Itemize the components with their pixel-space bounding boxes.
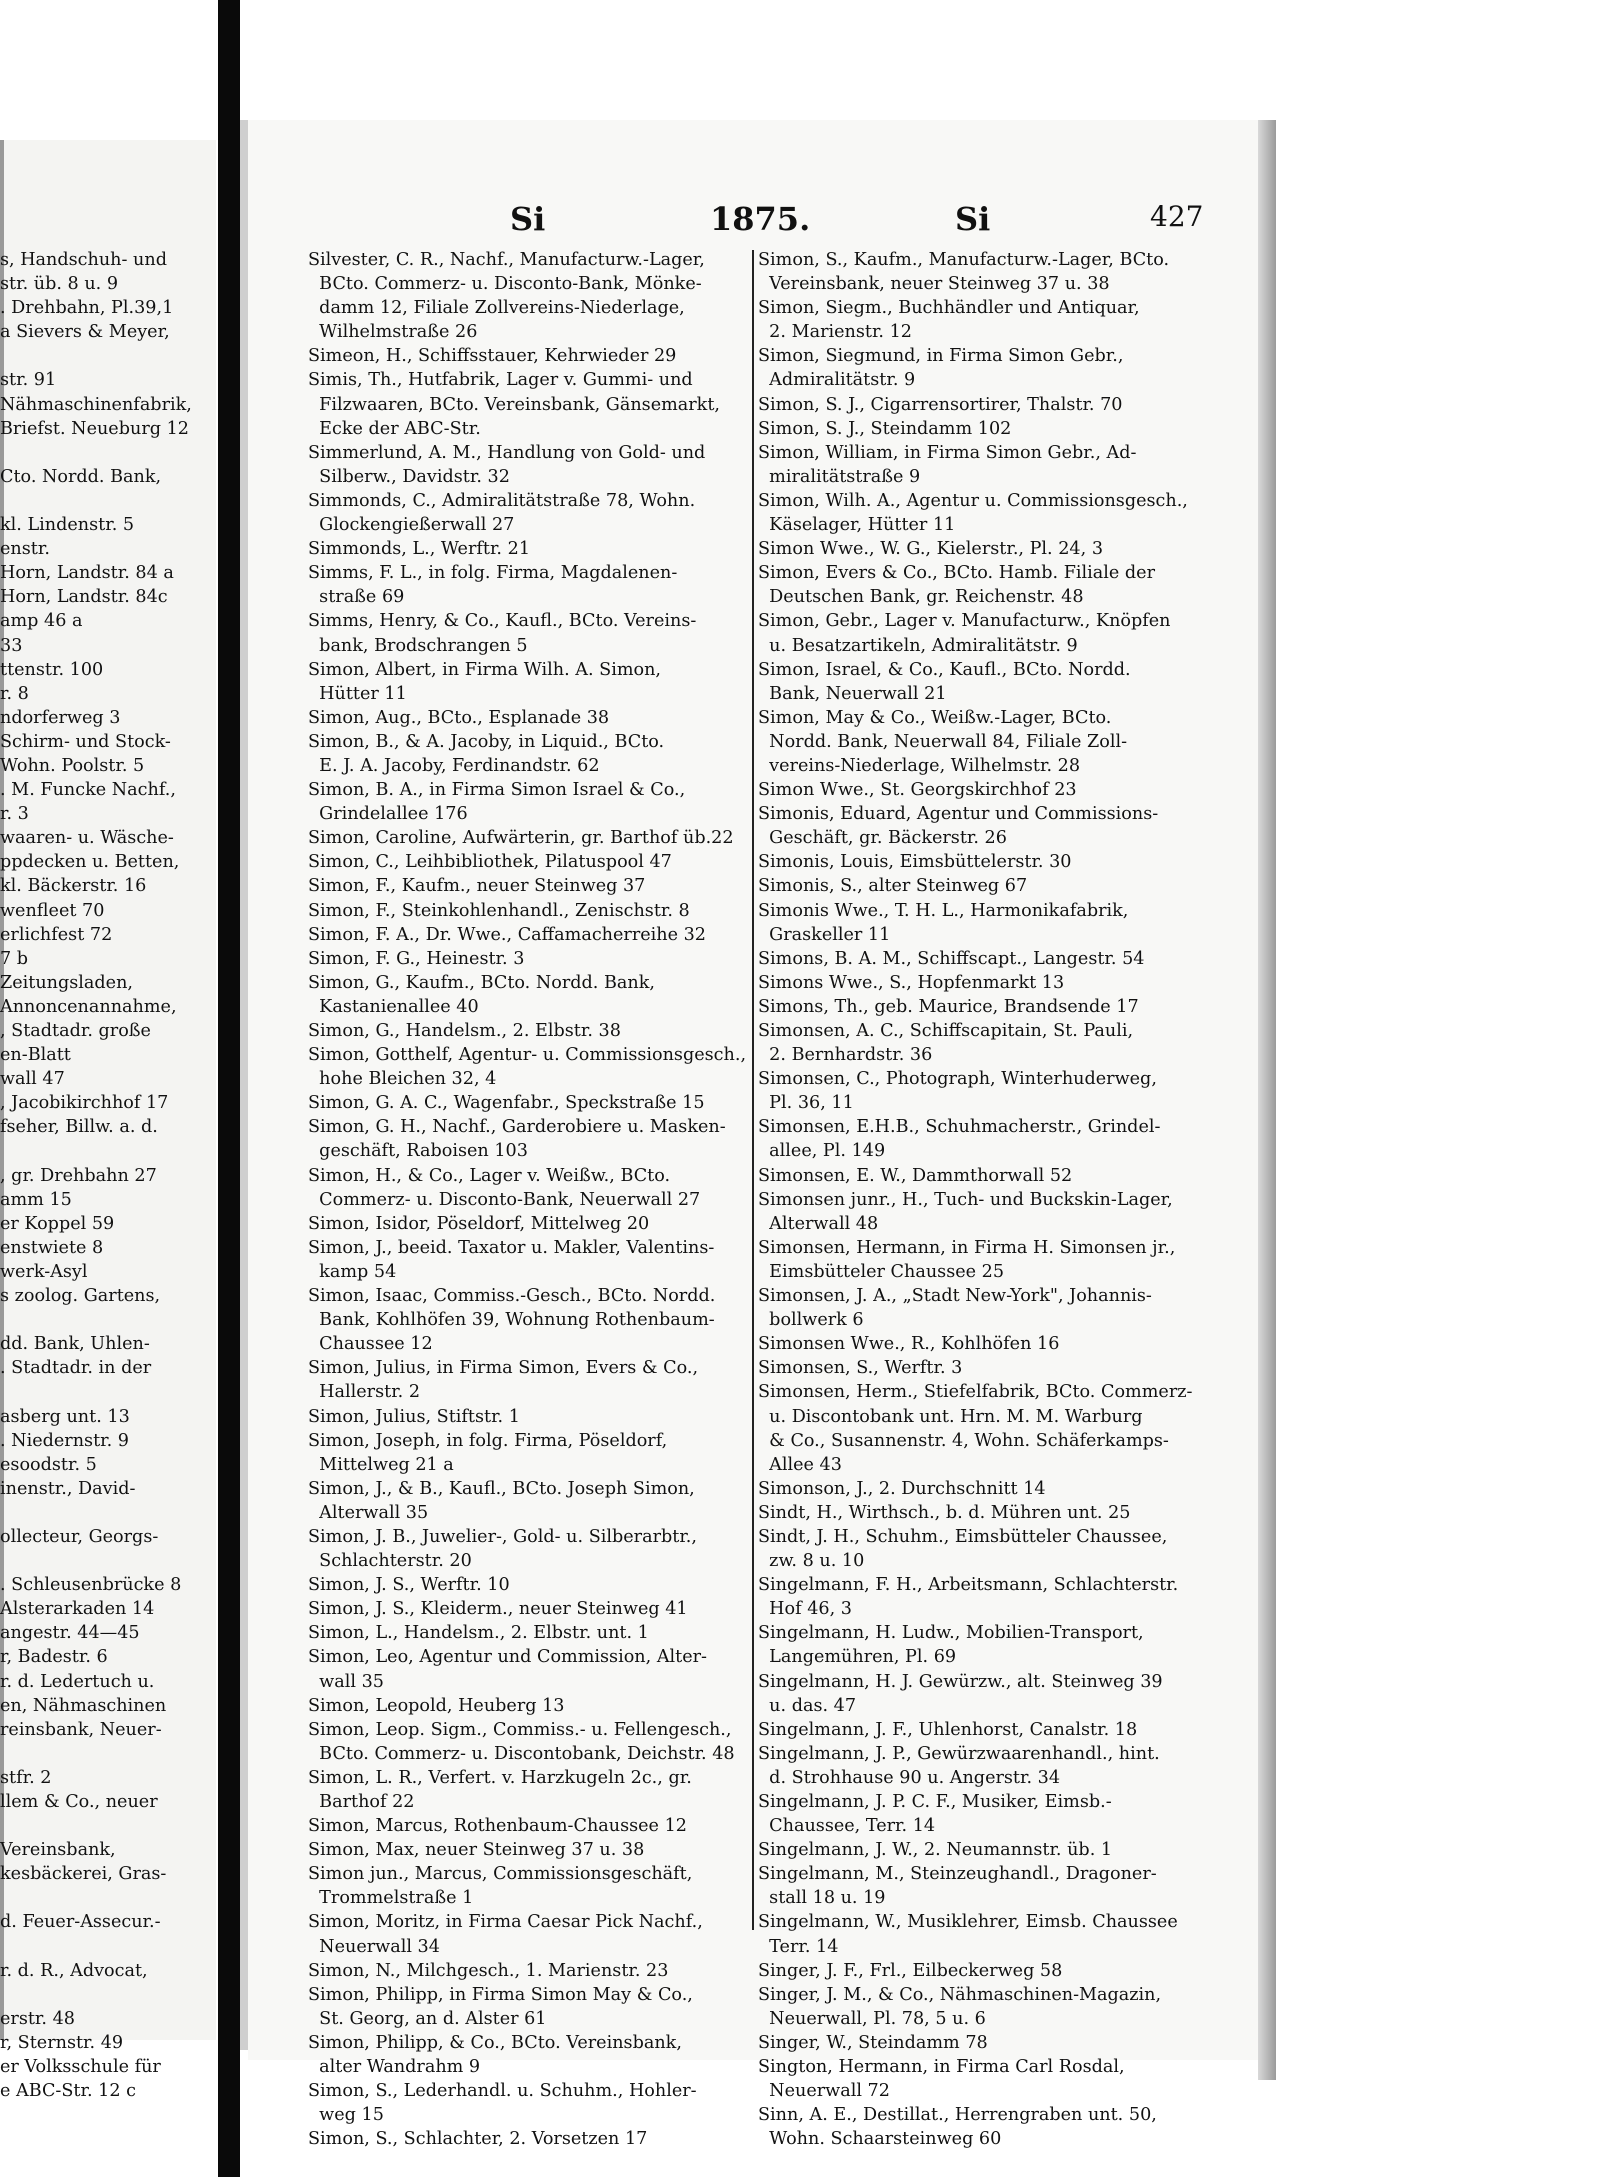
- directory-entry-line: Simon, Joseph, in folg. Firma, Pöseldorf,: [308, 1430, 668, 1451]
- fragment-line: . Niedernstr. 9: [0, 1430, 129, 1451]
- directory-entry-line: Simon, Siegm., Buchhändler und Antiquar,: [758, 298, 1140, 319]
- directory-entry-line: Simon, S., Kaufm., Manufacturw.-Lager, BCto.: [758, 250, 1170, 270]
- directory-entry-line: Simon, F., Steinkohlenhandl., Zenischstr. 8: [308, 900, 690, 921]
- fragment-line: enstwiete 8: [0, 1237, 104, 1258]
- directory-entry-line: Singelmann, W., Musiklehrer, Eimsb. Chaussee: [758, 1912, 1178, 1933]
- fragment-line: fseher, Billw. a. d.: [0, 1117, 158, 1138]
- fragment-line: wall 47: [0, 1069, 65, 1090]
- fragment-line: [0, 1935, 212, 1959]
- directory-entry-line: Simon, Marcus, Rothenbaum-Chaussee 12: [308, 1816, 687, 1837]
- directory-entry-line: Sindt, H., Wirthsch., b. d. Mühren unt. 25: [758, 1502, 1131, 1523]
- directory-entry-line: Simon, Isidor, Pöseldorf, Mittelweg 20: [308, 1213, 650, 1234]
- directory-entry-line: Simons, B. A. M., Schiffscapt., Langestr. 54: [758, 948, 1145, 969]
- directory-entry-line: Filzwaaren, BCto. Vereinsbank, Gänsemarkt,: [308, 394, 721, 415]
- fragment-line: r. 8: [0, 683, 29, 704]
- fragment-line: reinsbank, Neuer-: [0, 1719, 162, 1740]
- fragment-line: [0, 1139, 212, 1163]
- book-spine: [218, 0, 240, 2177]
- directory-entry-line: Simons Wwe., S., Hopfenmarkt 13: [758, 972, 1065, 993]
- directory-entry-line: Langemühren, Pl. 69: [758, 1647, 957, 1668]
- fragment-line: 7 b: [0, 948, 29, 969]
- directory-entry-line: Simis, Th., Hutfabrik, Lager v. Gummi- und: [308, 370, 693, 391]
- directory-entry-line: 2. Marienstr. 12: [758, 322, 912, 343]
- fragment-line: Annoncenannahme,: [0, 996, 177, 1017]
- directory-entry-line: zw. 8 u. 10: [758, 1551, 865, 1572]
- gutter-shadow: [240, 120, 248, 2050]
- directory-entry-line: d. Strohhause 90 u. Angerstr. 34: [758, 1767, 1061, 1788]
- fragment-line: r. d. Ledertuch u.: [0, 1671, 155, 1692]
- directory-entry-line: Simon, G. A. C., Wagenfabr., Speckstraße 15: [308, 1093, 705, 1114]
- fragment-line: erlichfest 72: [0, 924, 113, 945]
- fragment-line: r, Sternstr. 49: [0, 2032, 124, 2053]
- directory-entry-line: Hof 46, 3: [758, 1599, 852, 1620]
- directory-entry-line: bollwerk 6: [758, 1310, 864, 1331]
- directory-entry-line: 2. Bernhardstr. 36: [758, 1045, 933, 1066]
- fragment-line: er Koppel 59: [0, 1213, 115, 1234]
- directory-entry-line: Simon, B. A., in Firma Simon Israel & Co.,: [308, 780, 686, 801]
- directory-entry-line: Bank, Kohlhöfen 39, Wohnung Rothenbaum-: [308, 1310, 715, 1331]
- directory-entry-line: Simon, L. R., Verfert. v. Harzkugeln 2c., gr.: [308, 1767, 692, 1788]
- fragment-line: , Stadtadr. große: [0, 1021, 151, 1041]
- directory-entry-line: Kastanienallee 40: [308, 996, 479, 1017]
- directory-entry-line: Simon, C., Leihbibliothek, Pilatuspool 47: [308, 852, 672, 873]
- directory-entry-line: Sington, Hermann, in Firma Carl Rosdal,: [758, 2057, 1125, 2078]
- directory-entry-line: Simonis, Eduard, Agentur und Commissions-: [758, 804, 1159, 825]
- directory-entry-line: geschäft, Raboisen 103: [308, 1141, 528, 1162]
- directory-entry-line: Simon, Julius, Stiftstr. 1: [308, 1406, 520, 1427]
- fragment-line: [0, 1549, 212, 1573]
- directory-entry-line: Simon, William, in Firma Simon Gebr., Ad-: [758, 442, 1137, 463]
- directory-entry-line: BCto. Commerz- u. Disconto-Bank, Mönke-: [308, 274, 702, 295]
- directory-entry-line: Schlachterstr. 20: [308, 1551, 472, 1572]
- directory-entry-line: Simon, S. J., Steindamm 102: [758, 418, 1012, 439]
- directory-entry-line: Simonsen junr., H., Tuch- und Buckskin-Lager,: [758, 1189, 1173, 1210]
- fragment-line: Zeitungsladen,: [0, 972, 134, 993]
- directory-entry-line: Singelmann, H. Ludw., Mobilien-Transport,: [758, 1623, 1144, 1644]
- fragment-line: . M. Funcke Nachf.,: [0, 780, 176, 801]
- directory-entry-line: Singer, J. F., Frl., Eilbeckerweg 58: [758, 1960, 1063, 1981]
- directory-entry-line: Simons, Th., geb. Maurice, Brandsende 17: [758, 996, 1139, 1017]
- directory-entry-line: Deutschen Bank, gr. Reichenstr. 48: [758, 587, 1084, 608]
- directory-entry-line: Simonsen, C., Photograph, Winterhuderweg,: [758, 1069, 1157, 1090]
- directory-entry-line: Simon, Philipp, & Co., BCto. Vereinsbank,: [308, 2032, 682, 2053]
- directory-entry-line: Simms, F. L., in folg. Firma, Magdalenen-: [308, 563, 678, 584]
- directory-entry-line: Pl. 36, 11: [758, 1093, 854, 1114]
- directory-entry-line: Simon, J. S., Werftr. 10: [308, 1575, 510, 1596]
- fragment-line: [0, 1814, 212, 1838]
- fragment-line: , Jacobikirchhof 17: [0, 1093, 169, 1114]
- directory-entry-line: Simon, F. G., Heinestr. 3: [308, 948, 525, 969]
- fragment-line: wenfleet 70: [0, 900, 105, 921]
- directory-entry-line: Allee 43: [758, 1454, 842, 1475]
- directory-entry-line: Simon, J. S., Kleiderm., neuer Steinweg 41: [308, 1599, 688, 1620]
- fragment-line: r. d. R., Advocat,: [0, 1960, 148, 1981]
- directory-entry-line: Simonis Wwe., T. H. L., Harmonikafabrik,: [758, 900, 1129, 921]
- directory-entry-line: Simon, Leopold, Heuberg 13: [308, 1695, 565, 1716]
- page-number: 427: [1150, 200, 1204, 233]
- fragment-line: [0, 1380, 212, 1404]
- fragment-line: a Sievers & Meyer,: [0, 322, 170, 343]
- header-right-heading: Si: [955, 200, 991, 238]
- page-stack-edge: [1258, 120, 1276, 2080]
- fragment-line: Cto. Nordd. Bank,: [0, 466, 162, 487]
- directory-entry-line: Chaussee 12: [308, 1334, 433, 1355]
- fragment-line: stfr. 2: [0, 1767, 52, 1788]
- fragment-line: Vereinsbank,: [0, 1840, 116, 1861]
- directory-entry-line: Sindt, J. H., Schuhm., Eimsbütteler Chaussee,: [758, 1526, 1168, 1547]
- directory-entry-line: Simon, Max, neuer Steinweg 37 u. 38: [308, 1840, 645, 1861]
- fragment-line: Horn, Landstr. 84 a: [0, 563, 174, 584]
- fragment-line: ndorferweg 3: [0, 707, 121, 728]
- directory-entry-line: Neuerwall 72: [758, 2081, 890, 2102]
- header-left-heading: Si: [510, 200, 546, 238]
- directory-entry-line: Terr. 14: [758, 1936, 839, 1957]
- directory-entry-line: Simonsen Wwe., R., Kohlhöfen 16: [758, 1334, 1060, 1355]
- directory-entry-line: Admiralitätstr. 9: [758, 370, 916, 391]
- directory-entry-line: Simms, Henry, & Co., Kaufl., BCto. Vereins-: [308, 611, 697, 632]
- fragment-line: asberg unt. 13: [0, 1406, 130, 1427]
- directory-entry-line: Simon, Leo, Agentur und Commission, Alter-: [308, 1647, 707, 1668]
- directory-entry-line: Simon, Albert, in Firma Wilh. A. Simon,: [308, 659, 662, 680]
- directory-entry-line: Simon, Siegmund, in Firma Simon Gebr.,: [758, 346, 1124, 367]
- fragment-line: Wohn. Poolstr. 5: [0, 755, 145, 776]
- directory-entry-line: Simon, S. J., Cigarrensortirer, Thalstr. 70: [758, 394, 1123, 415]
- directory-entry-line: Singelmann, F. H., Arbeitsmann, Schlachterstr.: [758, 1575, 1179, 1596]
- directory-entry-line: Simon, G. H., Nachf., Garderobiere u. Masken-: [308, 1117, 726, 1138]
- fragment-line: er Volksschule für: [0, 2057, 161, 2078]
- fragment-line: esoodstr. 5: [0, 1454, 97, 1475]
- directory-entry-line: Trommelstraße 1: [308, 1888, 474, 1909]
- directory-entry-line: Singelmann, M., Steinzeughandl., Dragoner-: [758, 1864, 1157, 1885]
- fragment-line: str. 91: [0, 370, 57, 391]
- fragment-line: amm 15: [0, 1189, 72, 1210]
- fragment-line: . Stadtadr. in der: [0, 1358, 152, 1379]
- directory-entry-line: weg 15: [308, 2105, 384, 2126]
- directory-entry-line: E. J. A. Jacoby, Ferdinandstr. 62: [308, 755, 600, 776]
- directory-entry-line: Simon, Gebr., Lager v. Manufacturw., Knöpfen: [758, 611, 1171, 632]
- directory-entry-line: straße 69: [308, 587, 405, 608]
- directory-entry-line: hohe Bleichen 32, 4: [308, 1069, 497, 1090]
- fragment-line: [0, 1742, 212, 1766]
- directory-entry-line: Simonis, Louis, Eimsbüttelerstr. 30: [758, 852, 1072, 873]
- directory-entry-line: Singelmann, J. P., Gewürzwaarenhandl., hint.: [758, 1743, 1160, 1764]
- column-divider: [752, 250, 754, 1930]
- directory-entry-line: Simon, G., Handelsm., 2. Elbstr. 38: [308, 1021, 621, 1041]
- directory-entry-line: Silvester, C. R., Nachf., Manufacturw.-Lager,: [308, 250, 705, 270]
- directory-entry-line: Geschäft, gr. Bäckerstr. 26: [758, 828, 1007, 849]
- fragment-line: r. 3: [0, 804, 29, 825]
- directory-entry-line: Simmonds, L., Werftr. 21: [308, 539, 531, 560]
- directory-entry-line: Neuerwall 34: [308, 1936, 440, 1957]
- directory-entry-line: Simonsen, Hermann, in Firma H. Simonsen jr.,: [758, 1237, 1176, 1258]
- directory-entry-line: stall 18 u. 19: [758, 1888, 886, 1909]
- fragment-line: ppdecken u. Betten,: [0, 852, 180, 873]
- directory-entry-line: & Co., Susannenstr. 4, Wohn. Schäferkamps-: [758, 1430, 1169, 1451]
- directory-entry-line: Simeon, H., Schiffsstauer, Kehrwieder 29: [308, 346, 677, 367]
- directory-entry-line: Glockengießerwall 27: [308, 515, 515, 536]
- directory-entry-line: bank, Brodschrangen 5: [308, 635, 528, 656]
- fragment-line: Schirm- und Stock-: [0, 731, 171, 752]
- directory-entry-line: Silberw., Davidstr. 32: [308, 466, 510, 487]
- directory-entry-line: Simon, Julius, in Firma Simon, Evers & Co.,: [308, 1358, 699, 1379]
- directory-entry-line: Singer, W., Steindamm 78: [758, 2032, 988, 2053]
- directory-entry-line: damm 12, Filiale Zollvereins-Niederlage,: [308, 298, 685, 319]
- fragment-line: enstr.: [0, 539, 50, 560]
- directory-entry-line: Simon, N., Milchgesch., 1. Marienstr. 23: [308, 1960, 669, 1981]
- fragment-line: werk-Asyl: [0, 1261, 88, 1282]
- directory-entry-line: Alterwall 35: [308, 1502, 429, 1523]
- header-year: 1875.: [710, 200, 811, 238]
- left-page-fragment-column: [0, 248, 212, 2103]
- directory-entry-line: BCto. Commerz- u. Discontobank, Deichstr. 48: [308, 1743, 735, 1764]
- directory-entry-line: kamp 54: [308, 1261, 397, 1282]
- directory-entry-line: Bank, Neuerwall 21: [758, 683, 947, 704]
- directory-entry-line: Simon, G., Kaufm., BCto. Nordd. Bank,: [308, 972, 655, 993]
- directory-entry-line: alter Wandrahm 9: [308, 2057, 481, 2078]
- fragment-line: . Schleusenbrücke 8: [0, 1575, 182, 1596]
- fragment-line: ollecteur, Georgs-: [0, 1526, 159, 1547]
- directory-entry-line: Simon Wwe., St. Georgskirchhof 23: [758, 780, 1077, 801]
- directory-entry-line: St. Georg, an d. Alster 61: [308, 2008, 547, 2029]
- fragment-line: e ABC-Str. 12 c: [0, 2081, 136, 2102]
- directory-entry-line: Simon jun., Marcus, Commissionsgeschäft,: [308, 1864, 693, 1885]
- directory-entry-line: Simon, J. B., Juwelier-, Gold- u. Silberarbtr.,: [308, 1526, 697, 1547]
- fragment-line: en-Blatt: [0, 1045, 71, 1066]
- directory-entry-line: Chaussee, Terr. 14: [758, 1816, 936, 1837]
- directory-entry-line: Simon, F. A., Dr. Wwe., Caffamacherreihe 32: [308, 924, 706, 945]
- fragment-line: [0, 1308, 212, 1332]
- directory-entry-line: Wohn. Schaarsteinweg 60: [758, 2129, 1002, 2150]
- directory-entry-line: Simonsen, E. W., Dammthorwall 52: [758, 1165, 1073, 1186]
- fragment-line: [0, 1983, 212, 2007]
- directory-entry-line: Simon, H., & Co., Lager v. Weißw., BCto.: [308, 1165, 671, 1186]
- directory-entry-line: u. Besatzartikeln, Admiralitätstr. 9: [758, 635, 1078, 656]
- directory-entry-line: Simonsen, Herm., Stiefelfabrik, BCto. Commerz-: [758, 1382, 1193, 1403]
- directory-entry-line: Simon, Moritz, in Firma Caesar Pick Nachf.,: [308, 1912, 703, 1933]
- fragment-line: . Drehbahn, Pl.39,1: [0, 298, 174, 319]
- fragment-line: en, Nähmaschinen: [0, 1695, 167, 1716]
- fragment-line: Nähmaschinenfabrik,: [0, 394, 192, 415]
- directory-entry-line: Simon, S., Schlachter, 2. Vorsetzen 17: [308, 2129, 648, 2150]
- directory-entry-line: Singer, J. M., & Co., Nähmaschinen-Magazin,: [758, 1984, 1162, 2005]
- directory-entry-line: Singelmann, J. P. C. F., Musiker, Eimsb.-: [758, 1792, 1112, 1812]
- fragment-line: Alsterarkaden 14: [0, 1599, 155, 1620]
- directory-entry-line: Simonson, J., 2. Durchschnitt 14: [758, 1478, 1046, 1499]
- page-header: [300, 200, 1204, 244]
- fragment-line: r, Badestr. 6: [0, 1647, 108, 1668]
- directory-entry-line: Grindelallee 176: [308, 804, 468, 825]
- directory-entry-line: Simon Wwe., W. G., Kielerstr., Pl. 24, 3: [758, 539, 1104, 560]
- directory-entry-line: Ecke der ABC-Str.: [308, 418, 481, 439]
- fragment-line: [0, 1501, 212, 1525]
- directory-column-right: [758, 248, 1210, 2151]
- fragment-line: [0, 441, 212, 465]
- directory-entry-line: Simonsen, S., Werftr. 3: [758, 1358, 963, 1379]
- directory-entry-line: Mittelweg 21 a: [308, 1454, 454, 1475]
- directory-entry-line: Simon, J., beeid. Taxator u. Makler, Valentins-: [308, 1237, 715, 1258]
- directory-entry-line: vereins-Niederlage, Wilhelmstr. 28: [758, 755, 1081, 776]
- directory-entry-line: Hütter 11: [308, 683, 407, 704]
- directory-entry-line: Graskeller 11: [758, 924, 891, 945]
- directory-column-left: [308, 248, 750, 2151]
- fragment-line: llem & Co., neuer: [0, 1792, 158, 1812]
- directory-entry-line: Simon, May & Co., Weißw.-Lager, BCto.: [758, 707, 1112, 728]
- directory-entry-line: Sinn, A. E., Destillat., Herrengraben unt. 50,: [758, 2105, 1157, 2126]
- fragment-line: kl. Lindenstr. 5: [0, 515, 135, 536]
- fragment-line: s zoolog. Gartens,: [0, 1286, 161, 1307]
- directory-entry-line: Barthof 22: [308, 1792, 415, 1812]
- directory-entry-line: Simon, Evers & Co., BCto. Hamb. Filiale der: [758, 563, 1155, 584]
- directory-entry-line: Wilhelmstraße 26: [308, 322, 478, 343]
- fragment-line: [0, 344, 212, 368]
- directory-entry-line: Simmerlund, A. M., Handlung von Gold- und: [308, 442, 706, 463]
- directory-entry-line: wall 35: [308, 1671, 384, 1692]
- directory-entry-line: Simon, Wilh. A., Agentur u. Commissionsgesch.,: [758, 490, 1188, 511]
- fragment-line: [0, 489, 212, 513]
- fragment-line: str. üb. 8 u. 9: [0, 274, 119, 295]
- directory-entry-line: Singelmann, J. W., 2. Neumannstr. üb. 1: [758, 1840, 1113, 1861]
- directory-entry-line: Simon, Gotthelf, Agentur- u. Commissionsgesch.,: [308, 1045, 747, 1066]
- directory-entry-line: Vereinsbank, neuer Steinweg 37 u. 38: [758, 274, 1110, 295]
- directory-entry-line: u. das. 47: [758, 1695, 857, 1716]
- directory-entry-line: Simon, B., & A. Jacoby, in Liquid., BCto.: [308, 731, 665, 752]
- directory-entry-line: Simon, Leop. Sigm., Commiss.- u. Fellengesch.,: [308, 1719, 732, 1740]
- fragment-line: [0, 1886, 212, 1910]
- fragment-line: ttenstr. 100: [0, 659, 104, 680]
- fragment-line: 33: [0, 635, 23, 656]
- directory-entry-line: Simon, Caroline, Aufwärterin, gr. Barthof üb.22: [308, 828, 734, 849]
- directory-entry-line: Simon, L., Handelsm., 2. Elbstr. unt. 1: [308, 1623, 649, 1644]
- directory-entry-line: Simmonds, C., Admiralitätstraße 78, Wohn.: [308, 490, 696, 511]
- fragment-line: dd. Bank, Uhlen-: [0, 1334, 150, 1355]
- fragment-line: erstr. 48: [0, 2008, 75, 2029]
- directory-entry-line: Singelmann, H. J. Gewürzw., alt. Steinweg 39: [758, 1671, 1163, 1692]
- directory-entry-line: Simon, Israel, & Co., Kaufl., BCto. Nordd.: [758, 659, 1131, 680]
- directory-entry-line: Simonsen, J. A., „Stadt New-York", Johannis-: [758, 1286, 1152, 1307]
- directory-entry-line: Simon, F., Kaufm., neuer Steinweg 37: [308, 876, 646, 897]
- fragment-line: inenstr., David-: [0, 1478, 136, 1499]
- directory-entry-line: Käselager, Hütter 11: [758, 515, 956, 536]
- directory-entry-line: Singelmann, J. F., Uhlenhorst, Canalstr. 18: [758, 1719, 1138, 1740]
- directory-entry-line: Nordd. Bank, Neuerwall 84, Filiale Zoll-: [758, 731, 1128, 752]
- fragment-line: kl. Bäckerstr. 16: [0, 876, 147, 897]
- directory-entry-line: allee, Pl. 149: [758, 1141, 886, 1162]
- directory-entry-line: Alterwall 48: [758, 1213, 879, 1234]
- fragment-line: waaren- u. Wäsche-: [0, 828, 174, 849]
- directory-entry-line: Neuerwall, Pl. 78, 5 u. 6: [758, 2008, 986, 2029]
- directory-entry-line: Simon, Philipp, in Firma Simon May & Co.,: [308, 1984, 693, 2005]
- directory-entry-line: Simon, S., Lederhandl. u. Schuhm., Hohler-: [308, 2081, 697, 2102]
- directory-entry-line: Simonis, S., alter Steinweg 67: [758, 876, 1028, 897]
- directory-entry-line: Eimsbütteler Chaussee 25: [758, 1261, 1005, 1282]
- directory-entry-line: u. Discontobank unt. Hrn. M. M. Warburg: [758, 1406, 1143, 1427]
- directory-entry-line: miralitätstraße 9: [758, 466, 921, 487]
- fragment-line: kesbäckerei, Gras-: [0, 1864, 167, 1885]
- fragment-line: angestr. 44—45: [0, 1623, 140, 1644]
- directory-entry-line: Simonsen, E.H.B., Schuhmacherstr., Grindel-: [758, 1117, 1161, 1138]
- fragment-line: amp 46 a: [0, 611, 83, 632]
- fragment-line: , gr. Drehbahn 27: [0, 1165, 157, 1186]
- fragment-line: d. Feuer-Assecur.-: [0, 1912, 161, 1933]
- fragment-line: s, Handschuh- und: [0, 250, 167, 270]
- directory-entry-line: Commerz- u. Disconto-Bank, Neuerwall 27: [308, 1189, 701, 1210]
- fragment-line: Horn, Landstr. 84c: [0, 587, 168, 608]
- directory-entry-line: Simon, Isaac, Commiss.-Gesch., BCto. Nordd.: [308, 1286, 716, 1307]
- directory-entry-line: Simon, J., & B., Kaufl., BCto. Joseph Simon,: [308, 1478, 695, 1499]
- directory-entry-line: Simon, Aug., BCto., Esplanade 38: [308, 707, 610, 728]
- fragment-line: Briefst. Neueburg 12: [0, 418, 189, 439]
- directory-entry-line: Simonsen, A. C., Schiffscapitain, St. Pauli,: [758, 1021, 1134, 1041]
- directory-entry-line: Hallerstr. 2: [308, 1382, 421, 1403]
